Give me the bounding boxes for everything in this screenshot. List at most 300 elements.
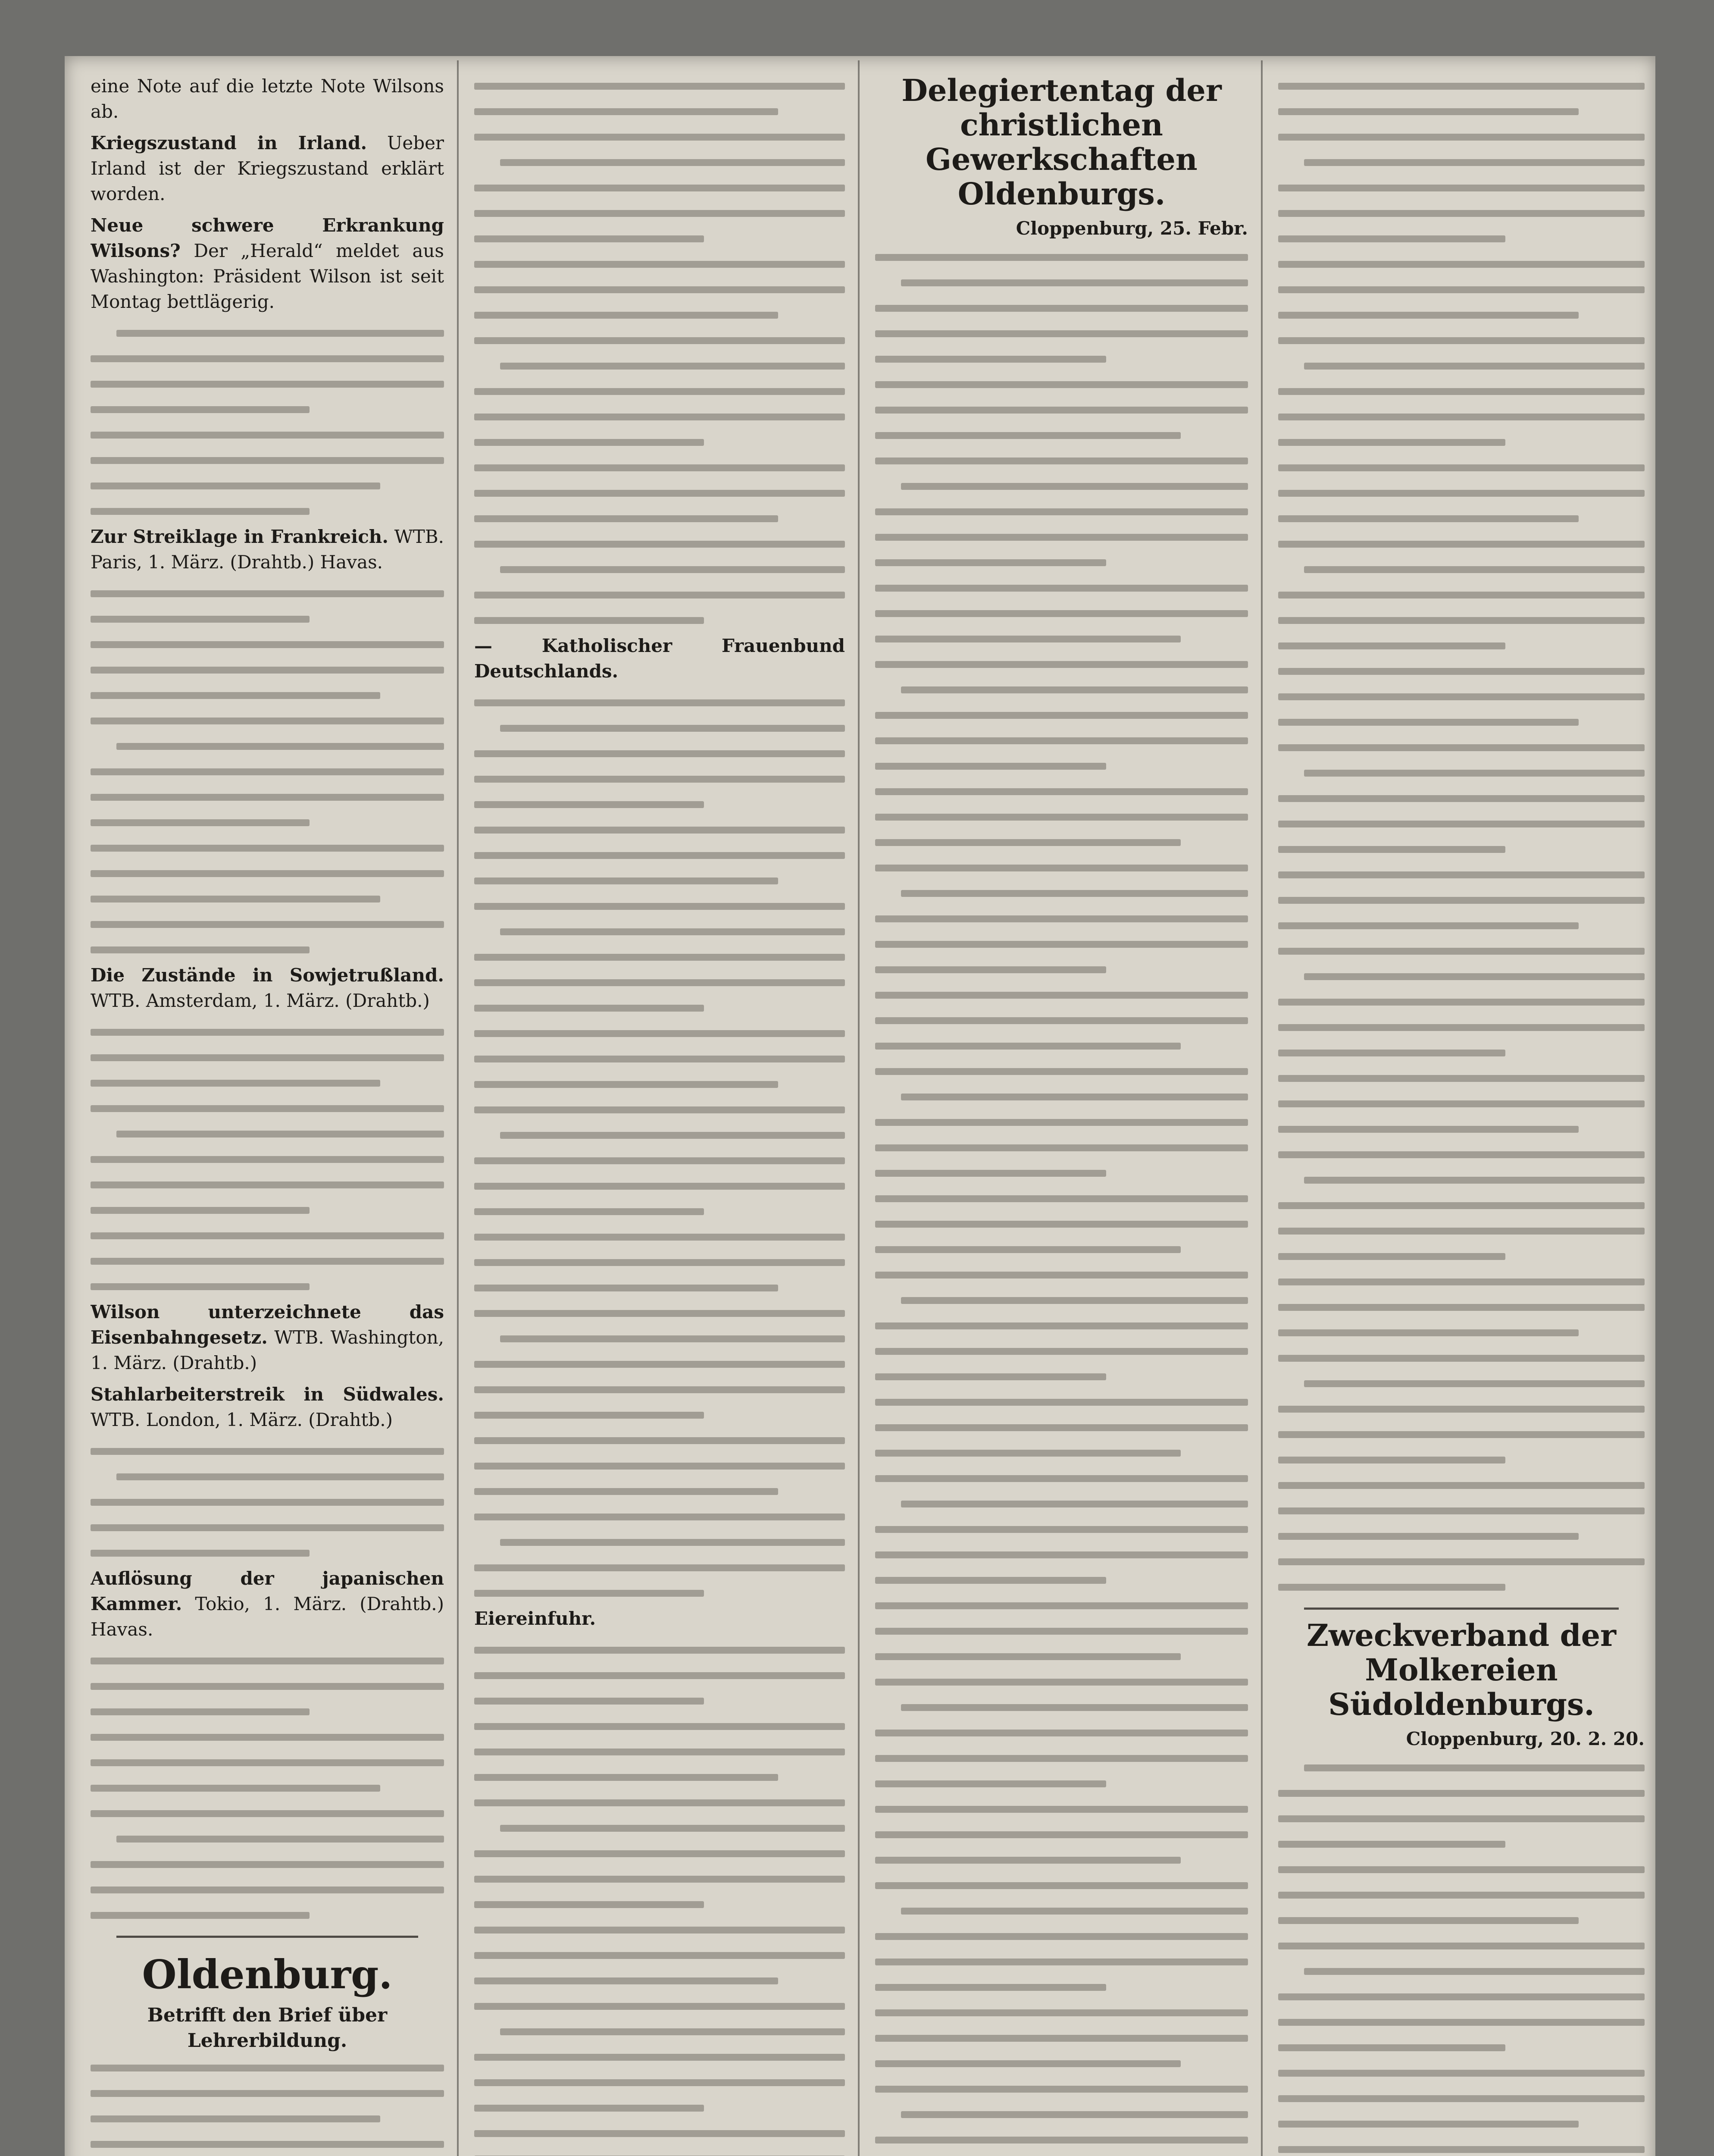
text-line xyxy=(875,779,1248,804)
text-line xyxy=(474,1764,845,1790)
text-line xyxy=(474,379,845,404)
text-line xyxy=(875,1440,1248,1466)
text-line xyxy=(875,2076,1248,2102)
text-line xyxy=(1278,1780,1645,1806)
paragraph-text: WTB. London, 1. März. (Drahtb.) xyxy=(91,1409,393,1430)
paragraph-text: eine Note auf die letzte Note Wilsons ab. xyxy=(91,75,444,122)
text-line xyxy=(91,657,444,683)
text-line xyxy=(474,99,845,124)
text-line xyxy=(474,690,845,715)
text-line xyxy=(474,1351,845,1377)
text-line xyxy=(91,1019,444,1045)
text-line xyxy=(1278,1857,1645,1882)
divider xyxy=(116,1936,418,1938)
text-line xyxy=(474,1714,845,1739)
text-line xyxy=(91,1438,444,1464)
article-subheading: Betrifft den Brief über Lehrerbildung. xyxy=(147,2004,388,2052)
paragraph-lead: Stahlarbeiterstreik in Südwales. xyxy=(91,1384,444,1405)
article-paragraph xyxy=(91,130,444,207)
text-line xyxy=(1278,658,1645,684)
text-line xyxy=(474,715,845,741)
text-line xyxy=(91,2106,444,2131)
text-line xyxy=(474,1917,845,1943)
text-line xyxy=(1278,379,1645,404)
text-line xyxy=(474,2070,845,2095)
text-line xyxy=(875,1059,1248,1084)
text-line xyxy=(91,708,444,733)
text-line xyxy=(91,1826,444,1852)
text-line xyxy=(1278,1498,1645,1523)
text-line xyxy=(875,1084,1248,1109)
text-line xyxy=(1278,1142,1645,1167)
article-paragraph xyxy=(91,1299,444,1376)
text-line xyxy=(91,912,444,937)
text-line xyxy=(875,1847,1248,1873)
text-line xyxy=(875,1822,1248,1847)
text-line xyxy=(474,455,845,480)
article-paragraph xyxy=(91,524,444,575)
text-line xyxy=(474,2146,845,2156)
text-line xyxy=(1278,964,1645,989)
text-line xyxy=(91,1070,444,1096)
text-line xyxy=(875,1517,1248,1542)
text-line xyxy=(875,601,1248,626)
text-line xyxy=(875,1160,1248,1186)
text-line xyxy=(91,1274,444,1299)
text-line xyxy=(875,1033,1248,1059)
text-line xyxy=(474,1122,845,1148)
text-line xyxy=(91,1096,444,1121)
text-line xyxy=(474,302,845,328)
text-line xyxy=(91,1515,444,1540)
article-heading: Delegiertentag der christlichen Gewerkschaften Oldenburgs. xyxy=(901,73,1222,212)
text-line xyxy=(474,1275,845,1300)
text-line xyxy=(474,1453,845,1479)
text-line xyxy=(91,1648,444,1673)
text-line xyxy=(474,1250,845,1275)
text-line xyxy=(474,1637,845,1663)
text-line xyxy=(875,1898,1248,1924)
text-line xyxy=(875,346,1248,372)
text-line xyxy=(91,346,444,371)
text-line xyxy=(91,2055,444,2081)
text-line xyxy=(474,1402,845,1428)
text-line xyxy=(875,499,1248,524)
text-line xyxy=(91,784,444,810)
text-line xyxy=(474,2095,845,2121)
text-line xyxy=(474,1815,845,1841)
text-line xyxy=(1278,226,1645,251)
text-line xyxy=(474,480,845,506)
text-line xyxy=(875,2000,1248,2025)
text-line xyxy=(1278,1422,1645,1447)
text-line xyxy=(474,1300,845,1326)
text-line xyxy=(1278,1167,1645,1193)
text-line xyxy=(91,1673,444,1699)
text-line xyxy=(875,1415,1248,1440)
text-line xyxy=(875,321,1248,346)
column-divider xyxy=(457,60,459,2156)
text-line xyxy=(474,150,845,175)
text-line xyxy=(875,1109,1248,1135)
text-line xyxy=(875,1745,1248,1771)
text-line xyxy=(1278,1908,1645,1933)
text-line xyxy=(1278,2009,1645,2035)
article-paragraph xyxy=(91,962,444,1013)
text-line xyxy=(1278,1218,1645,1244)
text-line xyxy=(474,1943,845,1968)
text-line xyxy=(91,1045,444,1070)
text-line xyxy=(474,124,845,150)
text-line xyxy=(91,1852,444,1877)
text-line xyxy=(91,632,444,657)
text-line xyxy=(1278,1040,1645,1065)
text-line xyxy=(875,1237,1248,1262)
text-line xyxy=(1278,1806,1645,1831)
text-line xyxy=(474,1790,845,1815)
text-line xyxy=(875,1491,1248,1517)
text-line xyxy=(875,295,1248,321)
text-line xyxy=(91,1750,444,1775)
text-line xyxy=(875,1669,1248,1695)
text-line xyxy=(1278,1959,1645,1984)
text-line xyxy=(474,1739,845,1764)
text-line xyxy=(1278,201,1645,226)
paragraph-text: WTB. Amsterdam, 1. März. (Drahtb.) xyxy=(91,990,430,1011)
text-line xyxy=(91,1540,444,1566)
text-line xyxy=(1278,938,1645,964)
text-line xyxy=(875,1593,1248,1618)
text-line xyxy=(1278,913,1645,938)
paragraph-lead: Die Zustände in Sowjetrußland. xyxy=(91,965,444,986)
text-line xyxy=(875,1720,1248,1745)
text-line xyxy=(875,2127,1248,2153)
text-line xyxy=(91,606,444,632)
text-line xyxy=(474,1224,845,1250)
text-line xyxy=(474,277,845,302)
text-line xyxy=(474,1021,845,1046)
text-line xyxy=(91,1223,444,1248)
text-line xyxy=(1278,124,1645,150)
text-line xyxy=(91,1147,444,1172)
divider xyxy=(1304,1608,1619,1610)
text-line xyxy=(91,498,444,524)
text-line xyxy=(875,448,1248,473)
text-line xyxy=(1278,302,1645,328)
text-line xyxy=(875,1949,1248,1974)
text-line xyxy=(1278,1065,1645,1091)
text-line xyxy=(474,353,845,379)
text-line xyxy=(875,1135,1248,1160)
column-4 xyxy=(1278,73,1645,2156)
paragraph-lead: Eiereinfuhr. xyxy=(474,1608,596,1629)
text-line xyxy=(875,652,1248,677)
text-line xyxy=(1278,786,1645,811)
text-line xyxy=(474,531,845,557)
text-line xyxy=(875,1771,1248,1796)
text-line xyxy=(875,677,1248,702)
text-line xyxy=(1278,175,1645,201)
text-line xyxy=(1278,1116,1645,1142)
text-line xyxy=(474,843,845,868)
text-line xyxy=(875,1008,1248,1033)
text-line xyxy=(474,919,845,944)
text-line xyxy=(875,1262,1248,1288)
text-line xyxy=(1278,429,1645,455)
text-line xyxy=(1278,73,1645,99)
text-line xyxy=(875,550,1248,575)
text-line xyxy=(875,270,1248,295)
text-line xyxy=(1278,811,1645,837)
text-line xyxy=(1278,353,1645,379)
text-line xyxy=(91,1801,444,1826)
text-line xyxy=(474,608,845,633)
column-divider xyxy=(1261,60,1263,2156)
text-line xyxy=(474,429,845,455)
text-line xyxy=(1278,2035,1645,2060)
text-line xyxy=(91,1877,444,1902)
text-line xyxy=(1278,633,1645,658)
text-line xyxy=(91,422,444,448)
text-line xyxy=(474,970,845,995)
text-line xyxy=(91,397,444,422)
text-line xyxy=(875,423,1248,448)
text-line xyxy=(91,1724,444,1750)
text-line xyxy=(1278,1984,1645,2009)
text-line xyxy=(875,397,1248,423)
text-line xyxy=(91,473,444,498)
text-line xyxy=(1278,404,1645,429)
article-paragraph xyxy=(474,1606,845,1631)
column-divider xyxy=(858,60,860,2156)
text-line xyxy=(474,1892,845,1917)
text-line xyxy=(1278,1882,1645,1908)
text-line xyxy=(1278,251,1645,277)
text-line xyxy=(875,855,1248,881)
text-line xyxy=(474,2019,845,2044)
text-line xyxy=(875,982,1248,1008)
paragraph-text: Tokio, 1. März. (Drahtb.) Havas. xyxy=(91,1593,444,1640)
text-line xyxy=(474,1326,845,1351)
text-line xyxy=(875,702,1248,728)
paragraph-text: WTB. Paris, 1. März. (Drahtb.) Havas. xyxy=(91,526,444,573)
text-line xyxy=(1278,1447,1645,1473)
text-line xyxy=(875,1466,1248,1491)
text-line xyxy=(1278,684,1645,709)
text-line xyxy=(91,886,444,912)
text-line xyxy=(91,733,444,759)
text-line xyxy=(474,893,845,919)
paragraph-text: Der „Herald“ meldet aus Washington: Präsident Wilson ist seit Montag bettlägerig. xyxy=(91,240,444,312)
text-line xyxy=(474,506,845,531)
text-line xyxy=(1278,582,1645,608)
text-line xyxy=(1278,1244,1645,1269)
text-line xyxy=(474,1968,845,1993)
text-line xyxy=(474,868,845,893)
text-line xyxy=(91,1699,444,1724)
text-line xyxy=(1278,455,1645,480)
text-line xyxy=(91,1248,444,1274)
newspaper-page xyxy=(65,56,1655,2156)
text-line xyxy=(474,73,845,99)
text-line xyxy=(1278,1396,1645,1422)
text-line xyxy=(875,1873,1248,1898)
text-line xyxy=(875,1618,1248,1644)
text-line xyxy=(1278,608,1645,633)
text-line xyxy=(875,473,1248,499)
text-line xyxy=(474,1841,845,1866)
text-line xyxy=(1278,1933,1645,1959)
paragraph-text: Ueber Irland ist der Kriegszustand erklärt worden. xyxy=(91,132,444,204)
article-paragraph xyxy=(91,1566,444,1642)
text-line xyxy=(91,861,444,886)
text-line xyxy=(1278,506,1645,531)
text-line xyxy=(91,2081,444,2106)
text-line xyxy=(1278,1193,1645,1218)
article-paragraph xyxy=(91,1382,444,1432)
text-line xyxy=(875,881,1248,906)
text-line xyxy=(474,1504,845,1529)
text-line xyxy=(875,575,1248,601)
text-line xyxy=(91,1121,444,1147)
paragraph-lead: Auflösung der japanischen Kammer. xyxy=(91,1568,444,1614)
text-line xyxy=(91,371,444,397)
text-line xyxy=(91,1775,444,1801)
text-line xyxy=(474,1046,845,1072)
text-line xyxy=(875,1211,1248,1237)
text-line xyxy=(474,792,845,817)
text-line xyxy=(875,728,1248,753)
text-line xyxy=(91,810,444,835)
text-line xyxy=(1278,1574,1645,1600)
text-line xyxy=(91,683,444,708)
paragraph-lead: Zur Streiklage in Frankreich. xyxy=(91,526,388,547)
text-line xyxy=(91,835,444,861)
dateline: Cloppenburg, 25. Febr. xyxy=(1016,218,1248,239)
text-line xyxy=(1278,2086,1645,2111)
text-line xyxy=(875,1924,1248,1949)
text-line xyxy=(875,1796,1248,1822)
text-line xyxy=(1278,1015,1645,1040)
text-line xyxy=(875,244,1248,270)
text-line xyxy=(474,557,845,582)
text-line xyxy=(875,1542,1248,1567)
text-line xyxy=(91,1197,444,1223)
text-line xyxy=(875,1313,1248,1338)
text-line xyxy=(474,201,845,226)
text-line xyxy=(91,1489,444,1515)
paragraph-lead: Kriegszustand in Irland. xyxy=(91,132,367,154)
text-line xyxy=(1278,1371,1645,1396)
text-line xyxy=(1278,2137,1645,2156)
text-line xyxy=(91,2131,444,2156)
text-line xyxy=(1278,735,1645,760)
text-line xyxy=(474,741,845,766)
text-line xyxy=(474,1199,845,1224)
text-line xyxy=(474,2044,845,2070)
text-line xyxy=(875,1644,1248,1669)
text-line xyxy=(474,1377,845,1402)
article-paragraph xyxy=(474,633,845,684)
text-line xyxy=(875,2051,1248,2076)
dateline: Cloppenburg, 20. 2. 20. xyxy=(1406,1728,1645,1749)
text-line xyxy=(91,1464,444,1489)
text-line xyxy=(875,830,1248,855)
text-line xyxy=(1278,1473,1645,1498)
article-heading: Zweckverband der Molkereien Südoldenburgs. xyxy=(1307,1617,1616,1722)
text-line xyxy=(474,1555,845,1580)
text-line xyxy=(1278,1549,1645,1574)
text-line xyxy=(875,1567,1248,1593)
text-line xyxy=(1278,480,1645,506)
column-2 xyxy=(474,73,845,2156)
text-line xyxy=(1278,837,1645,862)
text-line xyxy=(1278,99,1645,124)
article-paragraph xyxy=(91,213,444,314)
text-line xyxy=(1278,1523,1645,1549)
text-line xyxy=(1278,887,1645,913)
text-line xyxy=(875,1695,1248,1720)
text-line xyxy=(474,175,845,201)
text-line xyxy=(474,1173,845,1199)
text-line xyxy=(1278,1320,1645,1345)
text-line xyxy=(875,2153,1248,2156)
text-line xyxy=(1278,1091,1645,1116)
text-line xyxy=(875,1364,1248,1389)
text-line xyxy=(1278,150,1645,175)
text-line xyxy=(1278,709,1645,735)
text-line xyxy=(91,581,444,606)
text-line xyxy=(474,944,845,970)
text-line xyxy=(474,582,845,608)
text-line xyxy=(1278,328,1645,353)
text-line xyxy=(875,1186,1248,1211)
section-heading: Oldenburg. xyxy=(142,1951,393,1998)
text-line xyxy=(875,931,1248,957)
text-line xyxy=(474,404,845,429)
text-line xyxy=(1278,1345,1645,1371)
text-line xyxy=(1278,2111,1645,2137)
text-line xyxy=(474,1148,845,1173)
text-line xyxy=(1278,2060,1645,2086)
text-line xyxy=(474,766,845,792)
text-line xyxy=(474,995,845,1021)
paragraph-lead: Neue schwere Erkrankung Wilsons? xyxy=(91,215,444,261)
text-line xyxy=(474,1097,845,1122)
text-line xyxy=(1278,1294,1645,1320)
text-line xyxy=(91,759,444,784)
text-line xyxy=(875,906,1248,931)
paragraph-lead: — Katholischer Frauenbund Deutschlands. xyxy=(474,635,845,682)
paragraph-text: WTB. Washington, 1. März. (Drahtb.) xyxy=(91,1327,444,1373)
text-line xyxy=(474,226,845,251)
text-line xyxy=(875,1338,1248,1364)
text-line xyxy=(474,1993,845,2019)
text-line xyxy=(875,2102,1248,2127)
text-line xyxy=(474,251,845,277)
column-3 xyxy=(875,73,1248,2156)
text-line xyxy=(875,957,1248,982)
text-line xyxy=(474,1072,845,1097)
column-1 xyxy=(91,73,444,2156)
text-line xyxy=(875,1288,1248,1313)
text-line xyxy=(875,626,1248,652)
text-line xyxy=(1278,557,1645,582)
text-line xyxy=(474,1479,845,1504)
paragraph-lead: Wilson unterzeichnete das Eisenbahngesetz. xyxy=(91,1301,444,1348)
text-line xyxy=(91,1172,444,1197)
text-line xyxy=(875,372,1248,397)
